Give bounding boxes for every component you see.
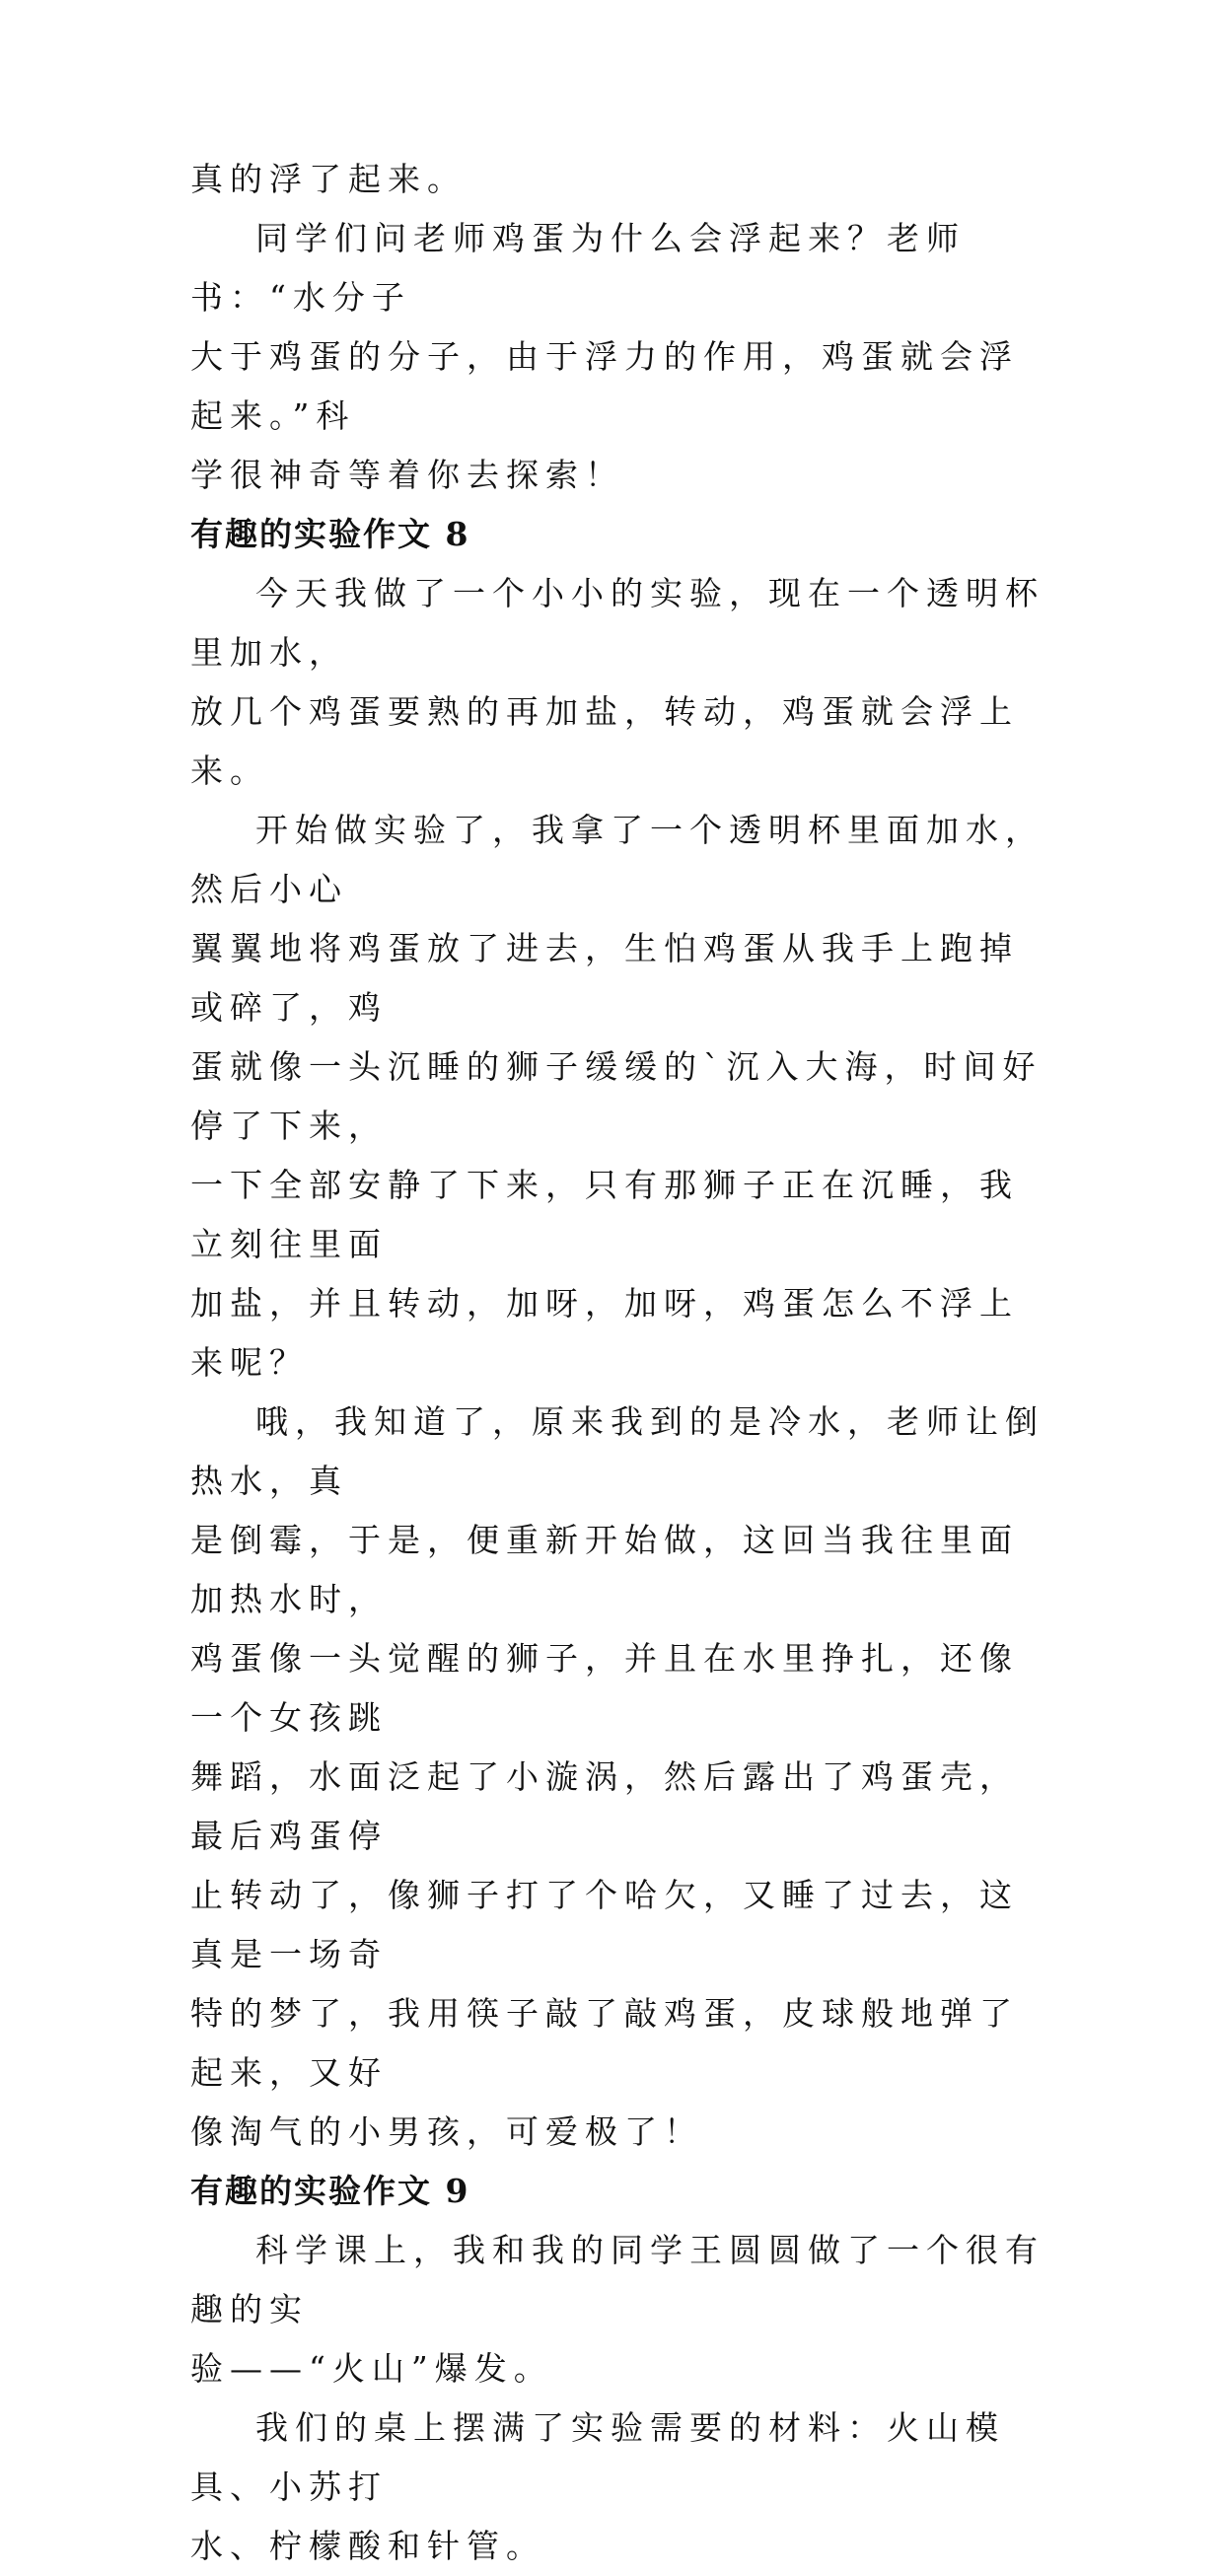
- paragraph-3: [190, 564, 1048, 801]
- text-line: 蛋就像一头沉睡的狮子缓缓的`沉入大海，时间好停了下来，: [190, 1047, 1043, 1145]
- text-line: 止转动了，像狮子打了个哈欠，又睡了过去，这真是一场奇: [190, 1876, 1019, 1973]
- text-line: 开始做实验了，我拿了一个透明杯里面加水，然后小心: [190, 811, 1044, 908]
- text-line: 特的梦了，我用筷子敲了敲鸡蛋，皮球般地弹了起来，又好: [190, 1994, 1019, 2092]
- paragraph-5: [190, 1393, 1048, 2162]
- document-page: [190, 150, 1048, 2576]
- text-line: 我们的桌上摆满了实验需要的材料：火山模具、小苏打: [190, 2408, 1005, 2506]
- paragraph-7: [190, 2398, 1048, 2576]
- text-line: 一下全部安静了下来，只有那狮子正在沉睡，我立刻往里面: [190, 1166, 1019, 1263]
- text-line: 哦，我知道了，原来我到的是冷水，老师让倒热水，真: [190, 1402, 1044, 1500]
- text-line: 加盐，并且转动，加呀，加呀，鸡蛋怎么不浮上来呢？: [190, 1284, 1019, 1382]
- text-line: 是倒霉，于是，便重新开始做，这回当我往里面加热水时，: [190, 1521, 1019, 1618]
- section-heading-8: 有趣的实验作文 8: [190, 515, 470, 553]
- text-line: 鸡蛋像一头觉醒的狮子，并且在水里挣扎，还像一个女孩跳: [190, 1639, 1019, 1737]
- text-line: 大于鸡蛋的分子，由于浮力的作用，鸡蛋就会浮起来。”科: [190, 337, 1019, 435]
- section-heading-9: 有趣的实验作文 9: [190, 2172, 470, 2210]
- text-line: 科学课上，我和我的同学王圆圆做了一个很有趣的实: [190, 2231, 1044, 2328]
- paragraph-6: [190, 2221, 1048, 2398]
- text-line: 同学们问老师鸡蛋为什么会浮起来？老师书：“水分子: [190, 219, 966, 317]
- text-line: 放几个鸡蛋要熟的再加盐，转动，鸡蛋就会浮上来。: [190, 692, 1019, 790]
- text-line: 水、柠檬酸和针管。: [190, 2527, 545, 2565]
- text-line: 舞蹈，水面泛起了小漩涡，然后露出了鸡蛋壳，最后鸡蛋停: [190, 1757, 1019, 1855]
- text-line: 今天我做了一个小小的实验，现在一个透明杯里加水，: [190, 574, 1044, 672]
- paragraph-4: [190, 801, 1048, 1393]
- text-line: 真的浮了起来。: [190, 160, 467, 198]
- paragraph-1: [190, 150, 1048, 209]
- text-line: 验——“火山”爆发。: [190, 2349, 553, 2388]
- paragraph-2: [190, 209, 1048, 505]
- text-line: 像淘气的小男孩，可爱极了！: [190, 2112, 703, 2151]
- text-line: 学很神奇等着你去探索！: [190, 456, 624, 494]
- text-line: 翼翼地将鸡蛋放了进去，生怕鸡蛋从我手上跑掉或碎了，鸡: [190, 929, 1019, 1027]
